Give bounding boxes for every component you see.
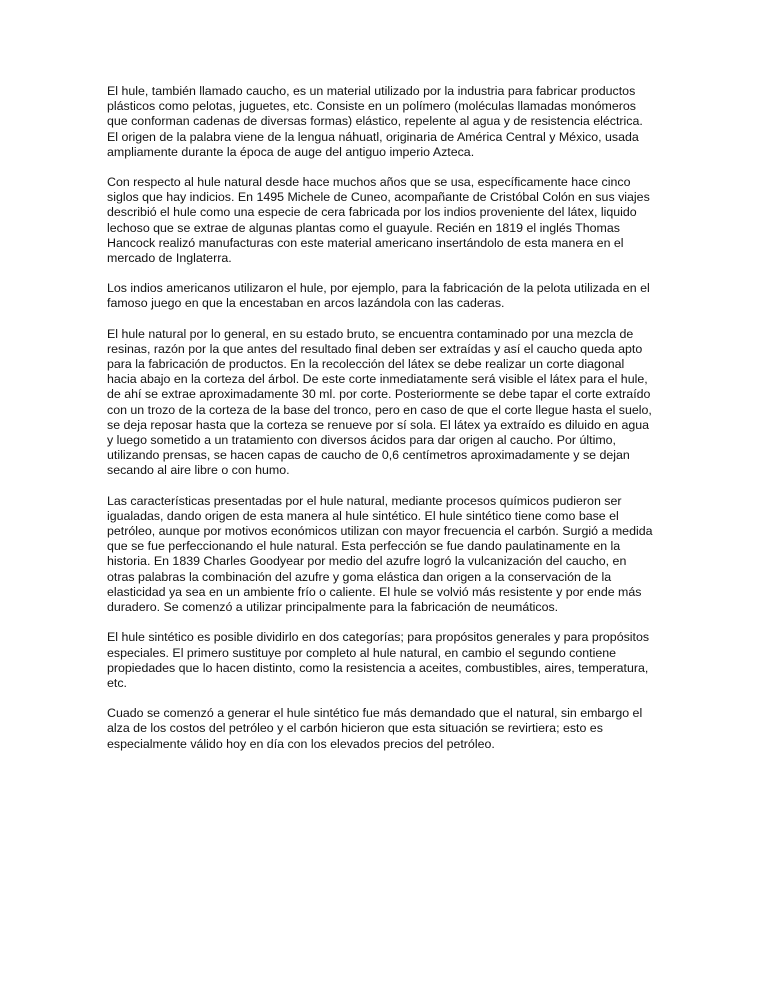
paragraph-4: El hule natural por lo general, en su estado bruto, se encuentra contaminado por una mezcla de resinas, razón por la que antes del resultado final deben ser extraídas y así el caucho queda apto para la fabricación de productos. En la recolección del látex se debe realizar un corte diagonal hacia abajo en la corteza del árbol. De este corte inmediatamente será visible el látex para el hule, de ahí se extrae aproximadamente 30 ml. por corte. Posteriormente se debe tapar el corte extraído con un trozo de la corteza de la base del tronco, pero en caso de que el corte llegue hasta el suelo, se deja reposar hasta que la corteza se renueve por sí sola. El látex ya extraído es diluido en agua y luego sometido a un tratamiento con diversos ácidos para dar origen al caucho. Por último, utilizando prensas, se hacen capas de caucho de 0,6 centímetros aproximadamente y se dejan secando al aire libre o con humo. (107, 326, 652, 478)
paragraph-1: El hule, también llamado caucho, es un material utilizado por la industria para fabricar productos plásticos como pelotas, juguetes, etc. Consiste en un polímero (moléculas llamadas monómeros que conforman cadenas de diversas formas) elástico, repelente al agua y de resistencia eléctrica. El origen de la palabra viene de la lengua náhuatl, originaria de América Central y México, usada ampliamente durante la época de auge del antiguo imperio Azteca. (107, 84, 643, 159)
paragraph-7: Cuado se comenzó a generar el hule sintético fue más demandado que el natural, sin embargo el alza de los costos del petróleo y el carbón hicieron que esta situación se revirtiera; esto es especialmente válido hoy en día con los elevados precios del petróleo. (107, 706, 643, 751)
paragraph-5: Las características presentadas por el hule natural, mediante procesos químicos pudieron ser igualadas, dando origen de esta manera al hule sintético. El hule sintético tiene como base el petróleo, aunque por motivos económicos utilizan con mayor frecuencia el carbón. Surgió a medida que se fue perfeccionando el hule natural. Esta perfección se fue dando paulatinamente en la historia. En 1839 Charles Goodyear por medio del azufre logró la vulcanización del caucho, en otras palabras la combinación del azufre y goma elástica dan origen a la conservación de la elasticidad ya sea en un ambiente frío o caliente. El hule se volvió más resistente y por ende más duradero. Se comenzó a utilizar principalmente para la fabricación de neumáticos. (107, 493, 653, 615)
paragraph-2: Con respecto al hule natural desde hace muchos años que se usa, específicamente hace cinco siglos que hay indicios. En 1495 Michele de Cuneo, acompañante de Cristóbal Colón en sus viajes describió el hule como una especie de cera fabricada por los indios proveniente del látex, liquido lechoso que se extrae de algunas plantas como el guayule. Recién en 1819 el inglés Thomas Hancock realizó manufacturas con este material americano insertándolo de esta manera en el mercado de Inglaterra. (107, 175, 650, 266)
paragraph-3: Los indios americanos utilizaron el hule, por ejemplo, para la fabricación de la pelota utilizada en el famoso juego en que la encestaban en arcos lazándola con las caderas. (107, 281, 650, 311)
paragraph-6: El hule sintético es posible dividirlo en dos categorías; para propósitos generales y para propósitos especiales. El primero sustituye por completo al hule natural, en cambio el segundo contiene propiedades que lo hacen distinto, como la resistencia a aceites, combustibles, aires, temperatura, etc. (107, 630, 650, 690)
document-body (107, 84, 663, 767)
